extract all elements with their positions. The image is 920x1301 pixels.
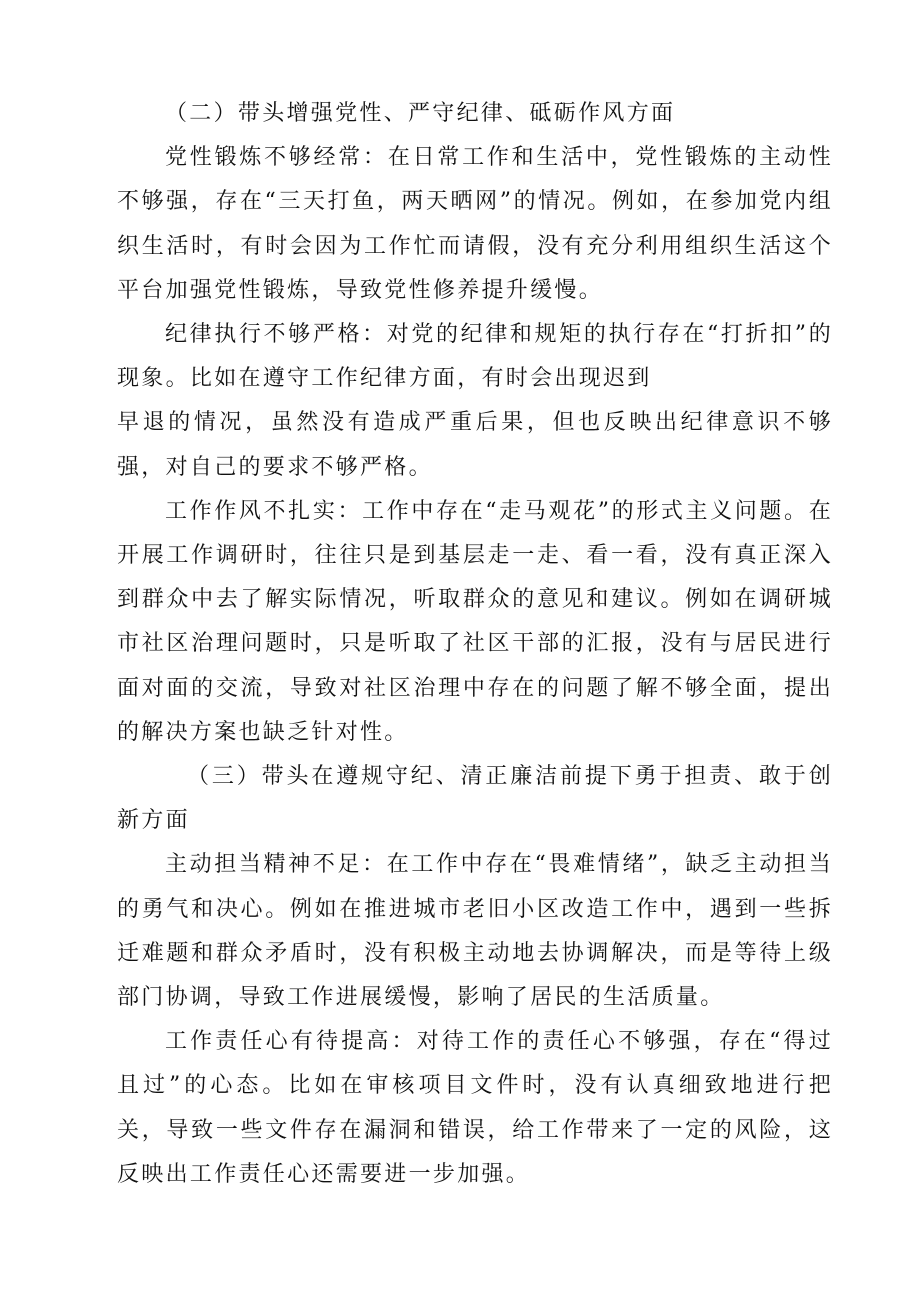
section-heading-2: （二）带头增强党性、严守纪律、砥砺作风方面	[165, 101, 676, 126]
paragraph-discipline: 纪律执行不够严格：对党的纪律和规矩的执行存在“打折扣”的现象。比如在遵守工作纪律方面，有时会出现迟到	[117, 322, 833, 392]
document-body	[117, 92, 833, 1197]
paragraph-party-spirit: 党性锻炼不够经常：在日常工作和生活中，党性锻炼的主动性不够强，存在“三天打鱼，两天晒网”的情况。例如，在参加党内组织生活时，有时会因为工作忙而请假，没有充分利用组织生活这个平台加强党性锻炼，导致党性修养提升缓慢。	[117, 145, 833, 303]
paragraph-responsibility: 主动担当精神不足：在工作中存在“畏难情绪”，缺乏主动担当的勇气和决心。例如在推进城市老旧小区改造工作中，遇到一些拆迁难题和群众矛盾时，没有积极主动地去协调解决，而是等待上级部门协调，导致工作进展缓慢，影响了居民的生活质量。	[117, 852, 833, 1011]
paragraph-work-duty: 工作责任心有待提高：对待工作的责任心不够强，存在“得过且过”的心态。比如在审核项目文件时，没有认真细致地进行把关，导致一些文件存在漏洞和错误，给工作带来了一定的风险，这反映出工作责任心还需要进一步加强。	[117, 1029, 833, 1187]
paragraph-work-style: 工作作风不扎实：工作中存在“走马观花”的形式主义问题。在开展工作调研时，往往只是到基层走一走、看一看，没有真正深入到群众中去了解实际情况，听取群众的意见和建议。例如在调研城市社区治理问题时，只是听取了社区干部的汇报，没有与居民进行面对面的交流，导致对社区治理中存在的问题了解不够全面，提出的解决方案也缺乏针对性。	[117, 498, 833, 745]
section-heading-3: （三）带头在遵规守纪、清正廉洁前提下勇于担责、敢于创新方面	[117, 764, 833, 834]
paragraph-discipline-continued: 早退的情况，虽然没有造成严重后果，但也反映出纪律意识不够强，对自己的要求不够严格。	[117, 410, 833, 480]
